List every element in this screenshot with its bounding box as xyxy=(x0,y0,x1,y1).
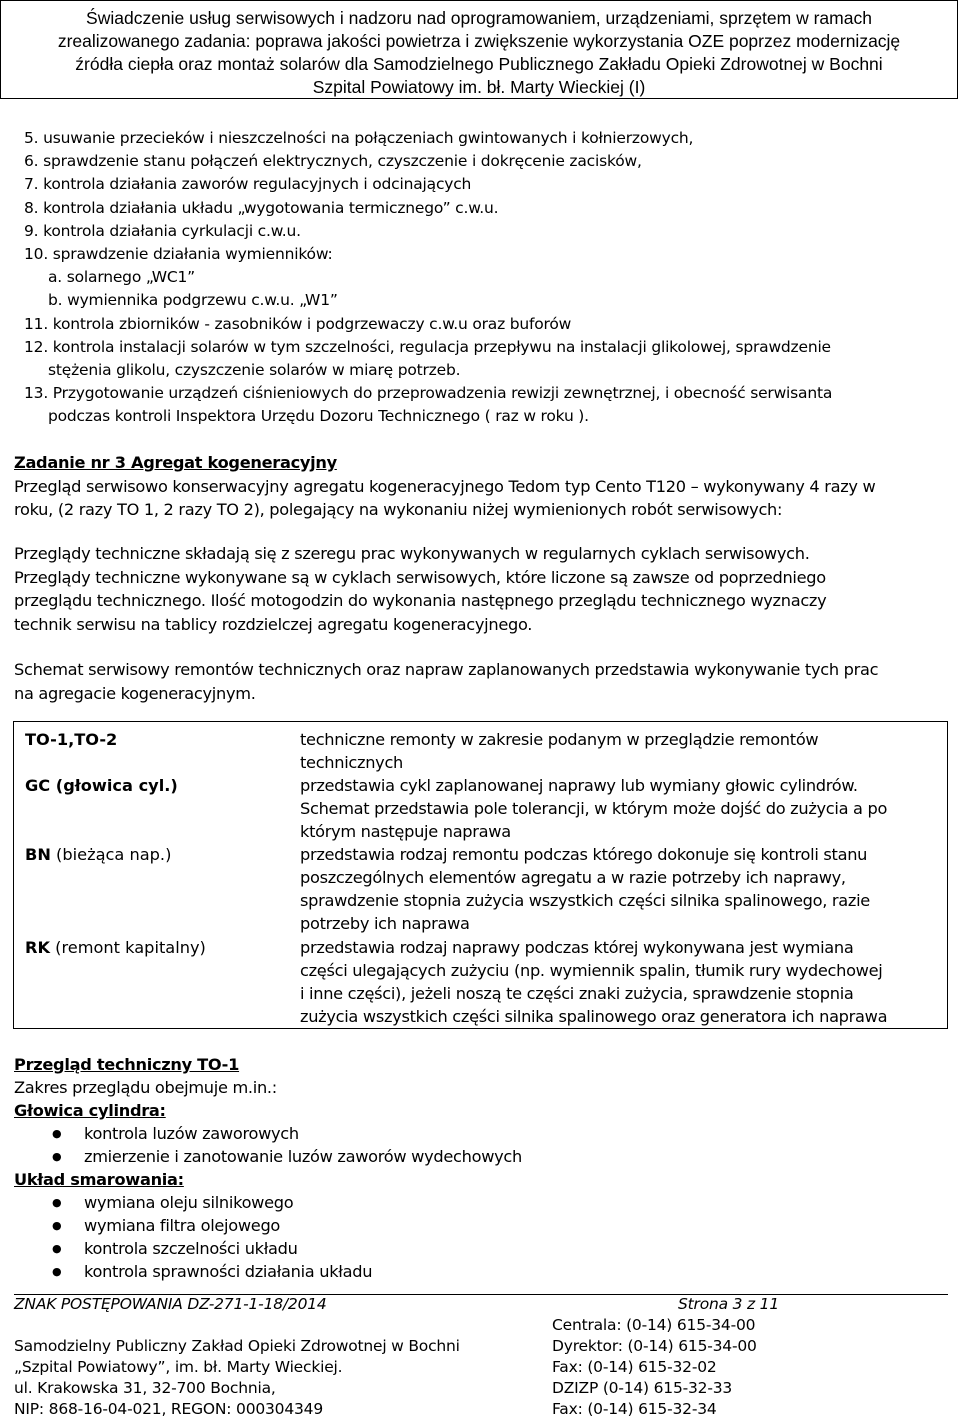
paragraph-line: Przegląd serwisowo konserwacyjny agregatu kogeneracyjnego Tedom typ Cento T120 – wykonywany 4 razy w xyxy=(14,476,876,496)
table-desc: przedstawia rodzaj remontu podczas którego dokonuje się kontroli stanu poszczególnych elementów agregatu a w razie potrzeby ich naprawy, sprawdzenie stopnia zużycia wszystkich części silnika spalinowego, razie potrzeby ich naprawa xyxy=(300,845,870,933)
list-item: 10. sprawdzenie działania wymienników: xyxy=(24,245,333,264)
footer-line: Fax: (0-14) 615-32-02 xyxy=(552,1358,717,1376)
footer-line: DZIZP (0-14) 615-32-33 xyxy=(552,1379,733,1397)
list-item: 5. usuwanie przecieków i nieszczelności na połączeniach gwintowanych i kołnierzowych, xyxy=(24,129,694,147)
paragraph-line: Przeglądy techniczne składają się z szeregu prac wykonywanych w regularnych cyklach serwisowych. xyxy=(14,544,810,563)
list-item: 6. sprawdzenie stanu połączeń elektrycznych, czyszczenie i dokręcenie zacisków, xyxy=(24,152,642,171)
bullet-list xyxy=(14,1191,948,1283)
footer-address xyxy=(14,1336,460,1420)
list-item-continued: stężenia glikolu, czyszczenie solarów w miarę potrzeb. xyxy=(48,361,461,380)
header-line: Świadczenie usług serwisowych i nadzoru nad oprogramowaniem, urządzeniami, sprzętem w ramach xyxy=(86,8,872,28)
bullet-item: ● wymiana oleju silnikowego xyxy=(14,1191,948,1214)
paragraph-line: przeglądu technicznego. Ilość motogodzin do wykonania następnego przeglądu technicznego wyznaczy xyxy=(14,591,827,610)
paragraph-line: Przeglądy techniczne wykonywane są w cyklach serwisowych, które liczone są zawsze od poprzedniego xyxy=(14,567,826,587)
table-desc: techniczne remonty w zakresie podanym w przeglądzie remontów technicznych xyxy=(300,730,819,772)
list-subitem: b. wymiennika podgrzewu c.w.u. „W1” xyxy=(48,291,338,310)
bullet-item: ● zmierzenie i zanotowanie luzów zaworów wydechowych xyxy=(14,1145,948,1168)
case-number: ZNAK POSTĘPOWANIA DZ-271-1-18/2014 xyxy=(14,1295,327,1313)
paragraph-line: Schemat serwisowy remontów technicznych oraz napraw zaplanowanych przedstawia wykonywanie tych prac xyxy=(14,660,879,679)
list-item: 7. kontrola działania zaworów regulacyjnych i odcinających xyxy=(24,175,472,194)
bullet-item: ● wymiana filtra olejowego xyxy=(14,1214,948,1237)
table-term: RK (remont kapitalny) xyxy=(25,938,206,957)
table-term: TO-1,TO-2 xyxy=(25,730,118,749)
zadanie-section xyxy=(14,451,948,522)
list-item-continued: podczas kontroli Inspektora Urzędu Dozoru Technicznego ( raz w roku ). xyxy=(48,407,589,426)
footer-line: Samodzielny Publiczny Zakład Opieki Zdrowotnej w Bochni xyxy=(14,1337,460,1355)
group-title: Głowica cylindra: xyxy=(14,1101,166,1120)
table-term: BN (bieżąca nap.) xyxy=(25,845,172,864)
list-item: 8. kontrola działania układu „wygotowania termicznego” c.w.u. xyxy=(24,198,499,217)
paragraph-line: roku, (2 razy TO 1, 2 razy TO 2), polegający na wykonaniu niżej wymienionych robót serwisowych: xyxy=(14,500,783,519)
page-header xyxy=(0,0,958,99)
header-line: Szpital Powiatowy im. bł. Marty Wieckiej (I) xyxy=(312,77,646,97)
section-heading: Przegląd techniczny TO-1 xyxy=(14,1055,240,1074)
footer-line: ul. Krakowska 31, 32-700 Bochnia, xyxy=(14,1379,276,1397)
footer-line: Dyrektor: (0-14) 615-34-00 xyxy=(552,1337,757,1355)
footer-contacts xyxy=(552,1315,757,1420)
table-desc: przedstawia cykl zaplanowanej naprawy lub wymiany głowic cylindrów. Schemat przedstawia pole tolerancji, w którym może dojść do zużycia a po którym następuje naprawa xyxy=(300,776,888,841)
table-desc: przedstawia rodzaj naprawy podczas której wykonywana jest wymiana części ulegających zużyciu (np. wymiennik spalin, tłumik rury wydechowej i inne części), jeżeli noszą te części znaki zużycia, sprawdzenie stopnia zużycia wszystkich części silnika spalinowego oraz generatora ich naprawa xyxy=(300,938,888,1026)
list-subitem: a. solarnego „WC1” xyxy=(48,268,195,287)
paragraph-line: na agregacie kogeneracyjnym. xyxy=(14,683,256,703)
header-line: zrealizowanego zadania: poprawa jakości powietrza i zwiększenie wykorzystania OZE poprzez modernizację xyxy=(57,31,901,51)
footer-line: NIP: 868-16-04-021, REGON: 000304349 xyxy=(14,1400,323,1418)
paragraph-line: technik serwisu na tablicy rozdzielczej agregatu kogeneracyjnego. xyxy=(14,614,533,634)
maintenance-list xyxy=(24,127,832,429)
footer-line: Fax: (0-14) 615-32-34 xyxy=(552,1400,717,1418)
bullet-list xyxy=(14,1122,948,1168)
list-item: 12. kontrola instalacji solarów w tym szczelności, regulacja przepływu na instalacji glikolowej, sprawdzenie xyxy=(24,337,831,356)
list-item: 9. kontrola działania cyrkulacji c.w.u. xyxy=(24,221,301,240)
page-number: Strona 3 z 11 xyxy=(678,1295,779,1313)
header-line: źródła ciepła oraz montaż solarów dla Samodzielnego Publicznego Zakładu Opieki Zdrowotnej w Bochni xyxy=(75,54,883,74)
paragraph xyxy=(14,658,948,705)
bullet-item: ● kontrola sprawności działania układu xyxy=(14,1260,948,1283)
footer-line: Centrala: (0-14) 615-34-00 xyxy=(552,1316,756,1334)
table-term: GC (głowica cyl.) xyxy=(25,776,178,795)
paragraph xyxy=(14,542,948,636)
footer-line: „Szpital Powiatowy”, im. bł. Marty Wieckiej. xyxy=(14,1358,343,1376)
bullet-item: ● kontrola szczelności układu xyxy=(14,1237,948,1260)
group-title: Układ smarowania: xyxy=(14,1170,184,1189)
list-item: 11. kontrola zbiorników - zasobników i podgrzewaczy c.w.u oraz buforów xyxy=(24,314,572,333)
list-item: 13. Przygotowanie urządzeń ciśnieniowych do przeprowadzenia rewizji zewnętrznej, i obecność serwisanta xyxy=(24,384,833,403)
to1-section xyxy=(14,1053,948,1283)
paragraph-line: Zakres przeglądu obejmuje m.in.: xyxy=(14,1078,277,1097)
bullet-item: ● kontrola luzów zaworowych xyxy=(14,1122,948,1145)
section-heading: Zadanie nr 3 Agregat kogeneracyjny xyxy=(14,453,337,472)
service-schedule-table xyxy=(13,721,948,1029)
